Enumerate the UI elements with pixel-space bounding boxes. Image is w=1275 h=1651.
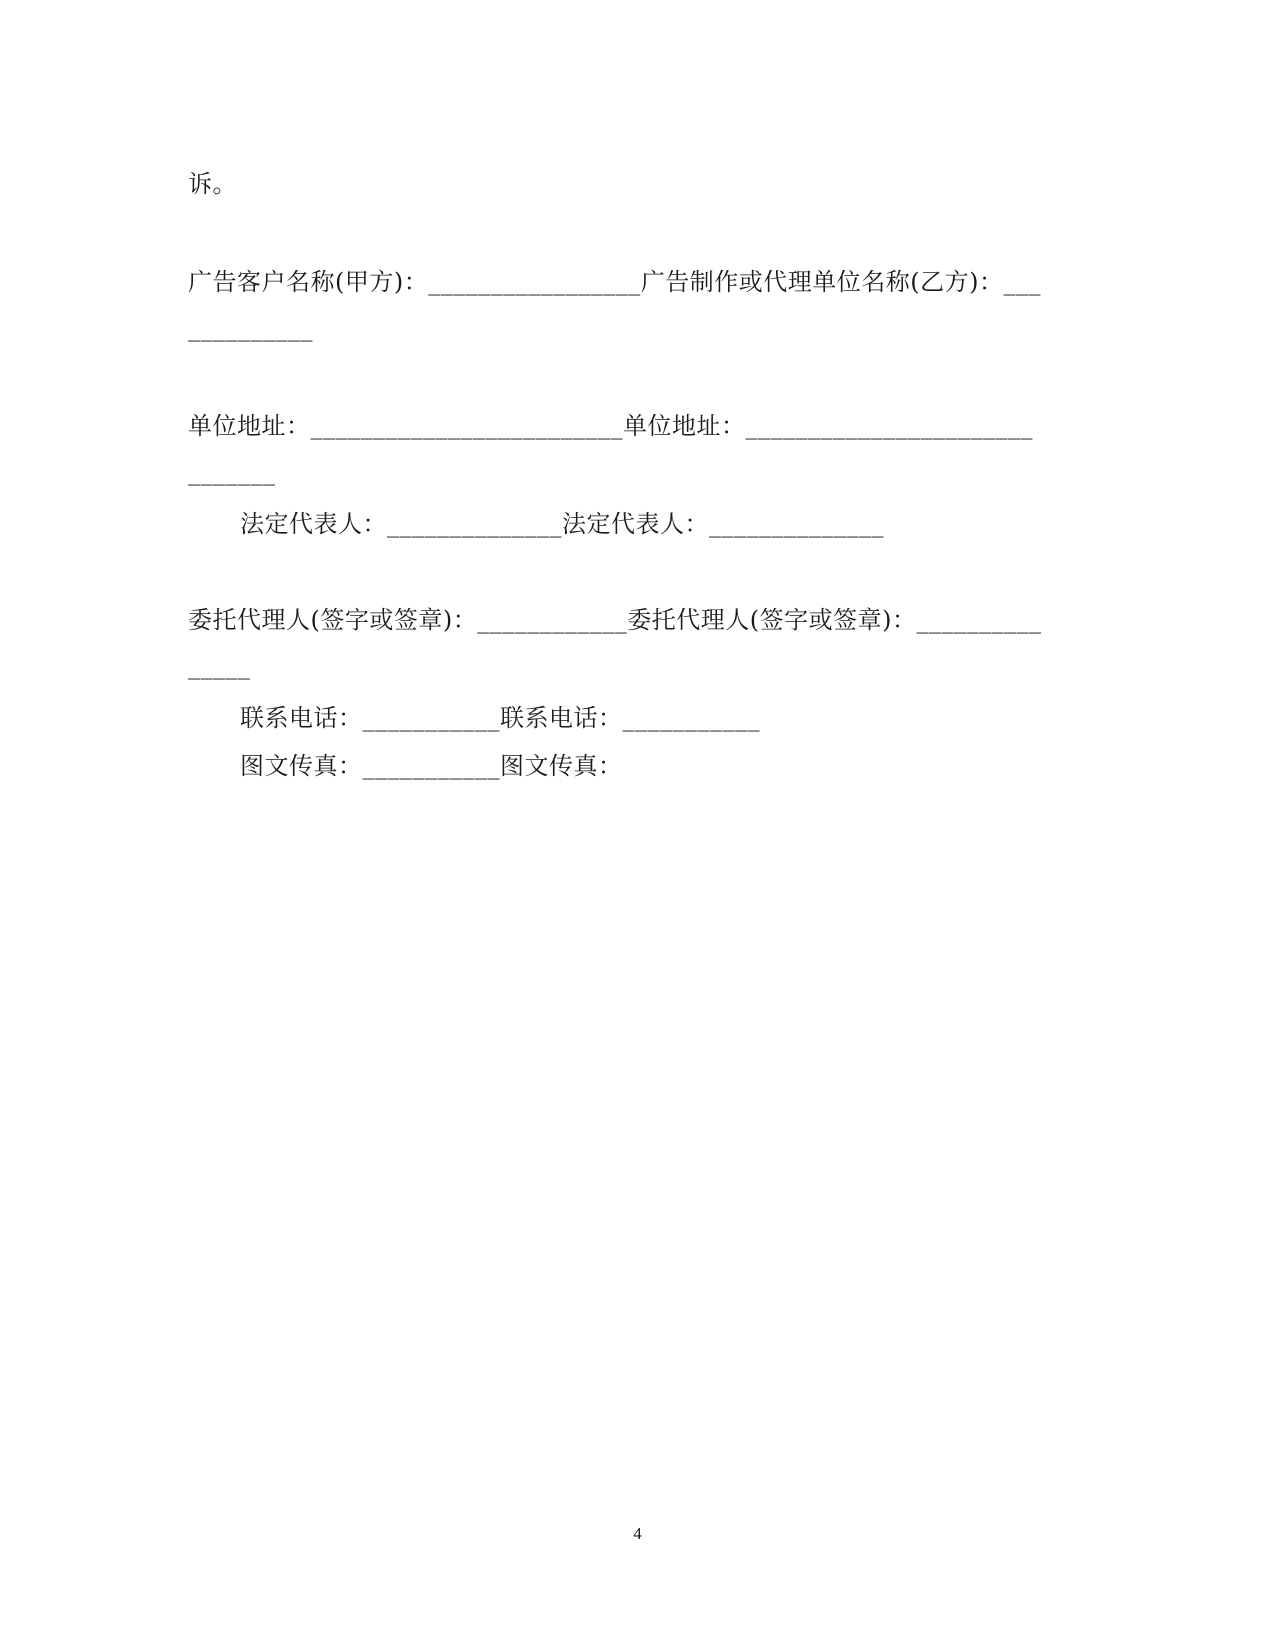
authorized-agent-line-wrap: _____ xyxy=(188,652,251,680)
phone-line: 联系电话：___________联系电话：___________ xyxy=(240,704,760,732)
address-line-wrap: _______ xyxy=(188,458,276,486)
legal-representative-line: 法定代表人：______________法定代表人：______________ xyxy=(240,510,884,538)
address-line: 单位地址：_________________________单位地址：_______________________ xyxy=(188,412,1033,440)
client-name-line: 广告客户名称(甲方)：_________________广告制作或代理单位名称(乙方)：___ xyxy=(188,268,1041,296)
authorized-agent-line: 委托代理人(签字或签章)：____________委托代理人(签字或签章)：__________ xyxy=(188,606,1042,634)
page-number: 4 xyxy=(633,1524,642,1543)
client-name-line-wrap: __________ xyxy=(188,314,313,342)
fax-line: 图文传真：___________图文传真： xyxy=(240,752,623,780)
text-line-continuation: 诉。 xyxy=(188,170,237,198)
